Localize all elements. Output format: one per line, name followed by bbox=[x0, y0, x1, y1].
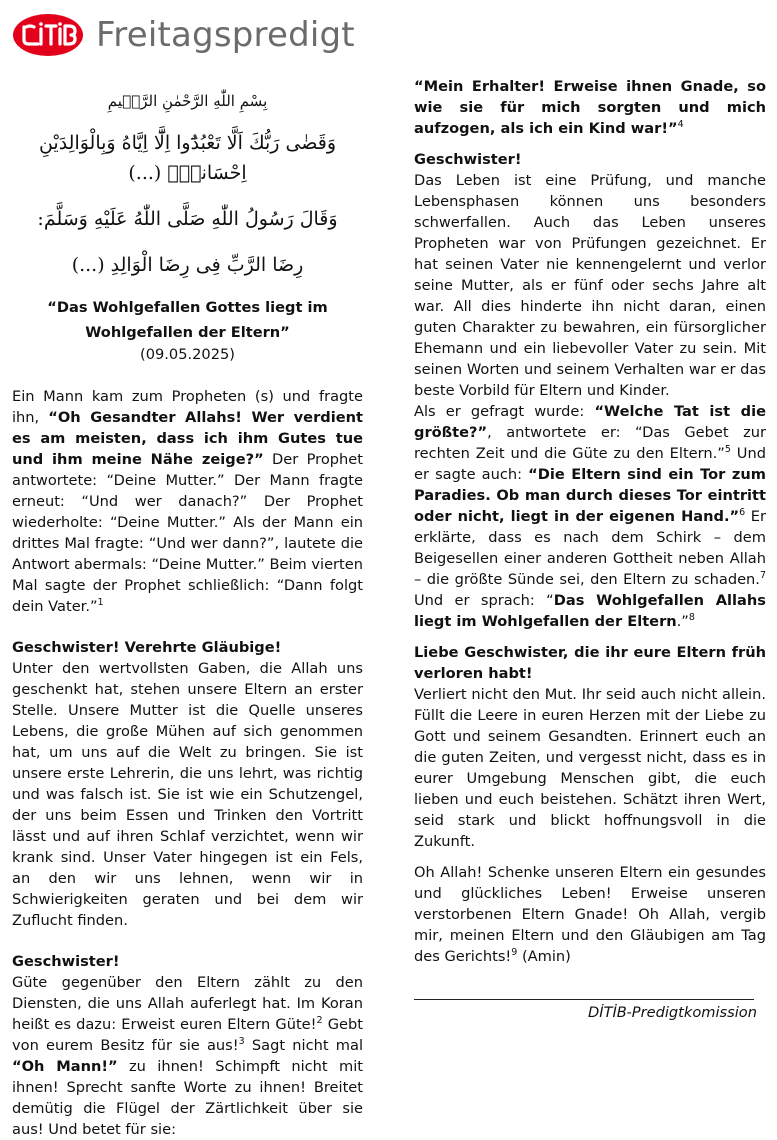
bold-question: “Oh Gesandter Allahs! Wer verdient es am meisten, dass ich ihm Gutes tue und ihm meine Nähe zeige?” bbox=[12, 409, 363, 468]
footnote-ref-7: 7 bbox=[759, 570, 766, 582]
text: Er erklärte, dass es nach dem Schirk – dem Beigesellen einer anderen Gottheit neben Allah – die größte Sünde sei, den Eltern zu schaden. bbox=[414, 508, 766, 588]
sermon-title-line1: “Das Wohlgefallen Gottes liegt im bbox=[47, 299, 328, 316]
text: Gebt von eurem Besitz für sie aus! bbox=[12, 1016, 363, 1054]
footnote-ref-5: 5 bbox=[724, 444, 731, 456]
heading-verloren: Liebe Geschwister, die ihr eure Eltern früh verloren habt! bbox=[414, 644, 766, 682]
ditib-logo-icon bbox=[12, 13, 84, 57]
brand-title: Freitagspredigt bbox=[96, 15, 355, 55]
basmala: بِسْمِ اللّٰهِ الرَّحْمٰنِ الرَّح۪يمِ bbox=[107, 92, 268, 110]
page-header bbox=[12, 10, 355, 60]
paragraph-gaben: Unter den wertvollsten Gaben, die Allah uns geschenkt hat, stehen unsere Eltern an erster Stelle. Unsere Mutter ist die Quelle unseres Lebens, die große Mühen auf sich genommen hat, um uns auf die Welt zu bringen. Sie ist unsere erste Lehrerin, die uns lehrt, was richtig und was falsch ist. Sie ist wie ein Schutzengel, der uns beim Essen und Trinken den Vortritt lässt und auf ihren Schlaf verzichtet, wenn wir krank sind. Unser Vater hingegen ist ein Fels, an den wir uns lehnen, wenn wir in Schwierigkeiten geraten und bei dem wir Zuflucht finden. bbox=[12, 660, 363, 929]
heading-geschwister-1: Geschwister! bbox=[12, 953, 120, 970]
footnote-ref-8: 8 bbox=[688, 612, 695, 624]
text: Ein Mann kam zum Propheten (s) und fragte ihn, bbox=[12, 388, 363, 426]
footnote-ref-1: 1 bbox=[97, 597, 104, 609]
hadith-text: رِضَا الرَّبِّ فِى رِضَا الْوَالِدِ (...) bbox=[71, 254, 304, 276]
footnote-ref-4: 4 bbox=[677, 119, 684, 131]
paragraph-intro bbox=[12, 386, 363, 617]
text: Der Prophet antwortete: “Deine Mutter.” Der Mann fragte erneut: “Und wer danach?” Der Prophet wiederholte: “Deine Mutter.” Als der Mann ein drittes Mal fragte: “Und wer dann?”, lautete die Antwort abermals: “Deine Mutter.” Beim vierten Mal sagte der Prophet schließlich: “Dann folgt dein Vater.” bbox=[12, 451, 364, 615]
text: Und er sagte auch: bbox=[414, 445, 766, 483]
text: Güte gegenüber den Eltern zählt zu den Diensten, die uns Allah auferlegt hat. Im Koran heißt es dazu: Erweist euren Eltern Güte! bbox=[12, 974, 363, 1033]
paragraph-dua bbox=[414, 862, 766, 967]
signature: DİTİB-Predigtkomission bbox=[588, 1004, 757, 1021]
footnote-ref-3: 3 bbox=[238, 1036, 245, 1048]
bold-wohlgefallen: Das Wohlgefallen Allahs liegt im Wohlgefallen der Eltern bbox=[414, 592, 766, 630]
quran-verse: وَقَضٰى رَبُّكَ اَلَّا تَعْبُدُٓوا اِلَّٓا اِيَّاهُ وَبِالْوَالِدَيْنِ اِحْسَاناًۜ (...) bbox=[38, 132, 337, 184]
paragraph-pruefung: Das Leben ist eine Prüfung, und manche Lebensphasen können uns besonders schwerfallen. Auch das Leben unseres Propheten war von Prüfungen gezeichnet. Er hat seinen Vater nie kennengelernt und verlor seine Mutter, als er fünf oder sechs Jahre alt war. All dies hinderte ihn nicht daran, einen guten Charakter zu bewahren, ein fürsorglicher Ehemann und ein liebevoller Vater zu sein. Mit seinen Worten und seinem Verhalten war er das beste Vorbild für Eltern und Kinder. bbox=[414, 172, 766, 399]
bold-question: “Welche Tat ist die größte?” bbox=[414, 403, 766, 441]
text: Und er sprach: “ bbox=[414, 592, 554, 609]
text: zu ihnen! Schimpft nicht mit ihnen! Sprecht sanfte Worte zu ihnen! Breitet demütig die Flügel der Zärtlichkeit über sie aus! Und betet für sie: bbox=[12, 1058, 363, 1138]
text: Sagt nicht mal bbox=[244, 1037, 364, 1054]
text: .” bbox=[676, 613, 689, 630]
text: Oh Allah! Schenke unseren Eltern ein gesundes und glückliches Leben! Erweise unseren verstorbenen Eltern Gnade! Oh Allah, vergib mir, meinen Eltern und den Gläubigen am Tag des Gerichts! bbox=[414, 864, 766, 965]
bold-paradies: “Die Eltern sind ein Tor zum Paradies. Ob man durch dieses Tor eintritt oder nicht, liegt in der eigenen Hand.” bbox=[414, 466, 766, 525]
heading-geschwister-2: Geschwister! bbox=[414, 151, 522, 168]
text: , antwortete er: “Das Gebet zur rechten Zeit und die Güte zu den Eltern.” bbox=[414, 424, 766, 462]
bold-oh-mann: “Oh Mann!” bbox=[12, 1058, 118, 1075]
quote-erhalter bbox=[414, 76, 766, 139]
paragraph-mut: Verliert nicht den Mut. Ihr seid auch nicht allein. Füllt die Leere in euren Herzen mit der Liebe zu Gott und seinem Gesandten. Erinnert euch an die guten Zeiten, und vergesst nicht, dass es in eurer Umgebung Menschen gibt, die euch lieben und euch beistehen. Schätzt ihren Wert, seid stark und blickt hoffnungsvoll in die Zukunft. bbox=[414, 686, 766, 850]
bold-quote: “Mein Erhalter! Erweise ihnen Gnade, so wie sie für mich sorgten und mich aufzogen, als ich ein Kind war!” bbox=[414, 78, 766, 137]
left-column bbox=[12, 84, 363, 1140]
footnote-ref-2: 2 bbox=[316, 1015, 323, 1027]
right-column bbox=[414, 76, 766, 967]
heading-verehrte-glaeubige: Geschwister! Verehrte Gläubige! bbox=[12, 639, 282, 656]
paragraph-tat bbox=[414, 401, 766, 632]
sermon-title-line2: Wohlgefallen der Eltern” bbox=[85, 324, 290, 341]
footnote-ref-9: 9 bbox=[511, 947, 518, 959]
signature-line bbox=[414, 999, 754, 1000]
text: (Amin) bbox=[517, 948, 571, 965]
sermon-date: (09.05.2025) bbox=[140, 346, 235, 363]
footnote-ref-6: 6 bbox=[739, 507, 746, 519]
text: Als er gefragt wurde: bbox=[414, 403, 595, 420]
hadith-intro: وَقَالَ رَسُولُ اللّٰهِ صَلَّى اللّٰهُ عَلَيْهِ وَسَلَّمَ: bbox=[37, 208, 338, 230]
paragraph-guete bbox=[12, 972, 363, 1140]
